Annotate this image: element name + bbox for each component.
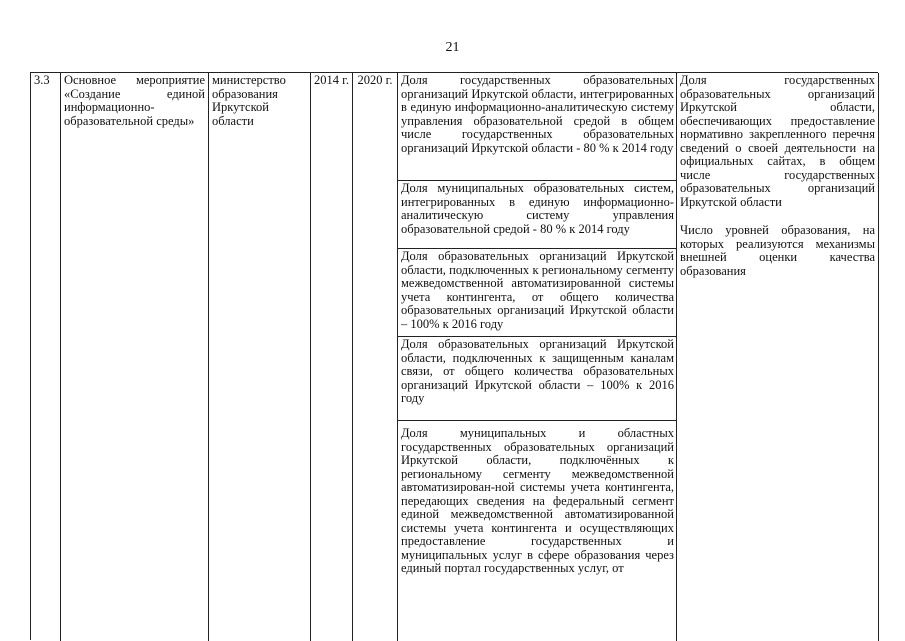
column-indicators [398,73,677,641]
indicator-cell: Доля государственных образовательных организаций Иркутской области, интегрированных в единую информационно-аналитическую систему управления образовательной средой в общем числе государственных образовательных организаций Иркутской области - 80 % к 2014 году [398,73,677,181]
column-executor [209,73,311,641]
column-results [677,73,879,641]
start-year: 2014 г. [314,73,349,87]
result-spacer [677,209,878,223]
item-number: 3.3 [34,73,50,87]
indicator-cell: Доля образовательных организаций Иркутской области, подключенных к защищенным каналам связи, от общего количества образовательных организаций Иркутской области – 100% к 2016 году [398,337,677,421]
column-end-year [353,73,398,641]
activity-name: Основное мероприятие «Создание единой информационно-образовательной среды» [64,73,205,128]
page-number: 21 [445,40,460,55]
column-item-number [31,73,61,641]
indicator-cell: Доля образовательных организаций Иркутской области, подключенных к региональному сегменту межведомственной автоматизированной системы учета контингента, от общего количества образовательных организаций Иркутской области – 100% к 2016 году [398,249,677,337]
indicator-cell: Доля муниципальных образовательных систем, интегрированных в единую информационно-аналитическую систему управления образовательной средой - 80 % к 2014 году [398,181,677,249]
program-table [30,72,878,640]
executor: министерство образования Иркутской области [212,73,286,128]
column-start-year [311,73,353,641]
column-activity-name [61,73,209,641]
indicator-cell: Доля муниципальных и областных государственных образовательных организаций Иркутской области, подключённых к региональному сегменту межведомственной автоматизирован-ной системы учета контингента, передающих сведения на федеральный сегмент единой межведомственной автоматизированной системы учета контингента и осуществляющих предоставление государственных и муниципальных услуг в сфере образования через единый портал государственных услуг, от [401,426,674,575]
result-item: Число уровней образования, на которых реализуются механизмы внешней оценки качества образования [680,223,875,278]
result-item: Доля государственных образовательных организаций Иркутской области, обеспечивающих предоставление нормативно закрепленного перечня сведений о своей деятельности на официальных сайтах, в общем числе государственных образовательных организаций Иркутской области [680,73,875,209]
end-year: 2020 г. [357,73,393,87]
